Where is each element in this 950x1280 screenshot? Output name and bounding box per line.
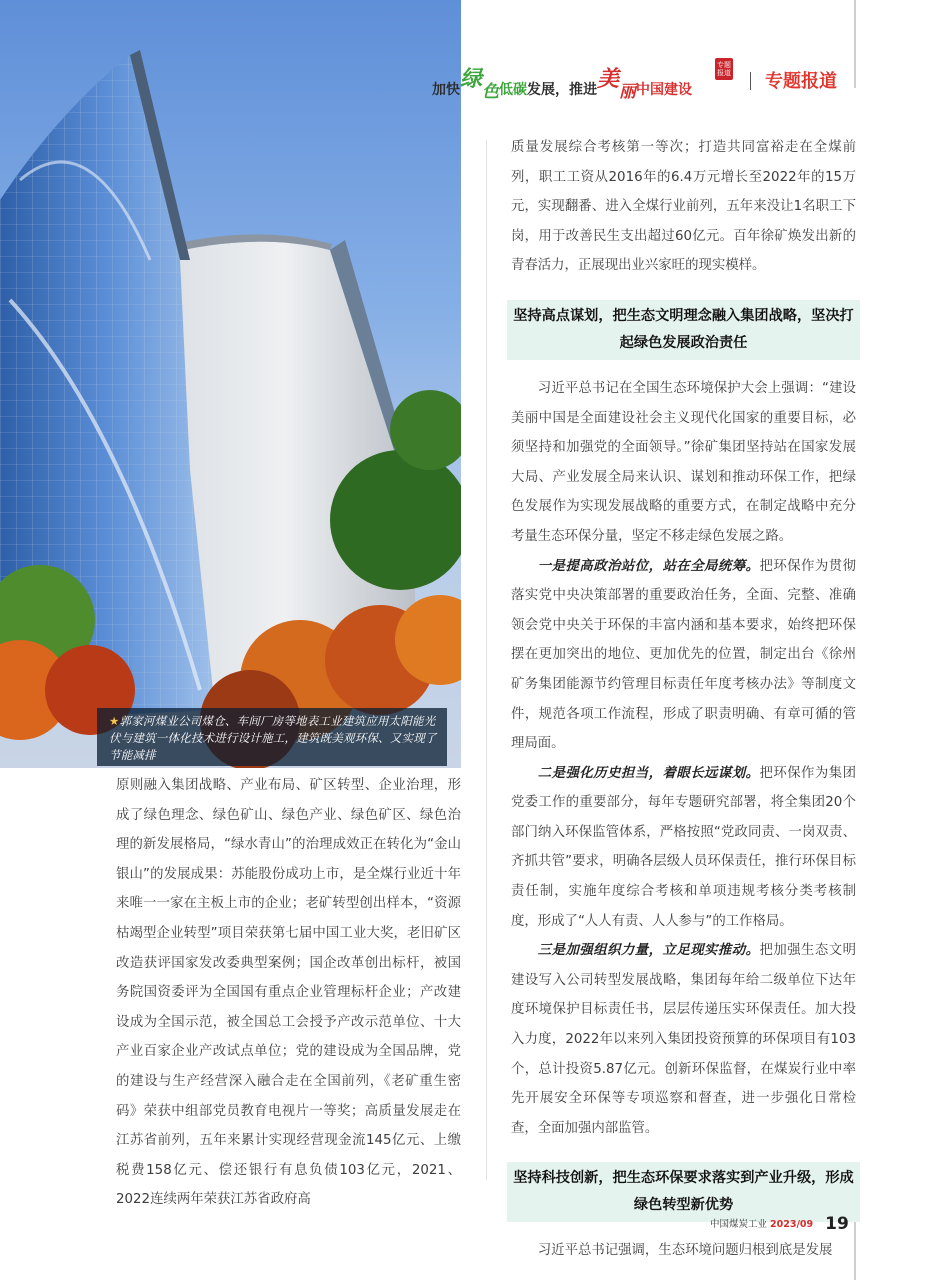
subheading-1: 坚持高点谋划，把生态文明理念融入集团战略，坚决打起绿色发展政治责任 — [507, 300, 860, 360]
right-paragraph-2-text: 把环保作为贯彻落实党中央决策部署的重要政治任务，全面、完整、准确领会党中央关于环保的丰富内涵和基本要求，始终把环保摆在更加突出的地位、更加优先的位置，制定出台《徐州矿务集团能源节约管理目标责任年度考核办法》等制度文件，规范各项工作流程，形成了职责明确、有章可循的管理局面。 — [511, 558, 857, 752]
section-title: 专题报道 — [765, 71, 837, 92]
slogan-red-1: 美 — [597, 66, 620, 92]
seal-icon: 专题报道 — [715, 58, 733, 80]
building-illustration — [0, 0, 461, 768]
right-paragraph-2 — [511, 552, 856, 759]
left-paragraph: 原则融入集团战略、产业布局、矿区转型、企业治理，形成了绿色理念、绿色矿山、绿色产业、绿色矿区、绿色治理的新发展格局，“绿水青山”的治理成效正在转化为“金山银山”的发展成果：苏能股份成功上市，是全煤行业近十年来唯一一家在主板上市的企业；老矿转型创出样本，“资源枯竭型企业转型”项目荣获第七届中国工业大奖，老旧矿区改造获评国家发改委典型案例；国企改革创出标杆，被国务院国资委评为全国国有重点企业管理标杆企业；产改建设成为全国示范，被全国总工会授予产改示范单位、十大产业百家企业产改试点单位；党的建设成为全国品牌，党的建设与生产经营深入融合走在全国前列，《老矿重生密码》荣获中组部党员教育电视片一等奖；高质量发展走在江苏省前列，五年来累计实现经营现金流145亿元、上缴税费158亿元、偿还银行有息负债103亿元，2021、2022连续两年荣获江苏省政府高 — [116, 778, 461, 1208]
right-paragraph-4-text: 把加强生态文明建设写入公司转型发展战略，集团每年给二级单位下达年度环境保护目标责任书，层层传递压实环保责任。加大投入力度，2022年以来列入集团投资预算的环保项目有103个，总计投资5.87亿元。创新环保监督，在煤炭行业中率先开展安全环保等专项巡察和督查，进一步强化日常检查，全面加强内部监管。 — [511, 943, 857, 1136]
left-column — [116, 771, 461, 1215]
caption-text: 郭家河煤业公司煤仓、车间厂房等地表工业建筑应用太阳能光伏与建筑一体化技术进行设计施工，建筑既美观环保、又实现了节能减排 — [109, 714, 437, 762]
right-paragraph-3-text: 把环保作为集团党委工作的重要部分，每年专题研究部署，将全集团20个部门纳入环保监管体系，严格按照“党政同责、一岗双责、齐抓共管”要求，明确各层级人员环保责任，推行环保目标责任制，实施年度综合考核和单项违规考核分类考核制度，形成了“人人有责、人人参与”的工作格局。 — [511, 765, 857, 929]
page-footer — [710, 1212, 849, 1232]
keyword-2: 二是强化历史担当，着眼长远谋划。 — [537, 764, 760, 781]
page-header — [432, 58, 852, 102]
slogan-green-1: 绿 — [460, 66, 483, 92]
right-paragraph-continued: 质量发展综合考核第一等次；打造共同富裕走在全煤前列，职工工资从2016年的6.4万元增长至2022年的15万元，实现翻番、进入全煤行业前列，五年来没让1名职工下岗，用于改善民生支出超过60亿元。百年徐矿焕发出新的青春活力，正展现出业兴家旺的现实模样。 — [511, 140, 856, 274]
right-paragraph-4 — [511, 936, 856, 1143]
slogan-china: 中国建设 — [636, 82, 693, 98]
issue-number: 2023/09 — [770, 1219, 814, 1230]
slogan-green-2: 色 — [482, 82, 500, 102]
keyword-3: 三是加强组织力量，立足现实推动。 — [537, 942, 760, 959]
right-column — [511, 133, 856, 1266]
caption-star-icon: ★ — [109, 714, 120, 728]
header-slogan — [432, 66, 693, 102]
slogan-prefix: 加快 — [432, 82, 460, 98]
column-divider — [486, 140, 487, 1180]
header-divider — [750, 72, 751, 90]
right-paragraph-3 — [511, 759, 856, 937]
right-paragraph-5: 习近平总书记强调，生态环境问题归根到底是发展 — [537, 1243, 833, 1259]
slogan-lowcarbon: 低碳 — [499, 82, 528, 98]
magazine-name: 中国煤炭工业 — [710, 1219, 768, 1230]
right-edge-rule-top — [854, 0, 856, 88]
slogan-red-2: 丽 — [619, 82, 637, 102]
slogan-mid: 发展，推进 — [527, 82, 598, 98]
photo-caption — [97, 708, 447, 766]
subheading-2: 坚持科技创新，把生态环保要求落实到产业升级，形成绿色转型新优势 — [507, 1162, 860, 1222]
keyword-1: 一是提高政治站位，站在全局统筹。 — [537, 557, 760, 574]
cover-photo — [0, 0, 461, 768]
page-number: 19 — [825, 1214, 849, 1234]
right-paragraph-1: 习近平总书记在全国生态环境保护大会上强调：“建设美丽中国是全面建设社会主义现代化国家的重要目标，必须坚持和加强党的全面领导。”徐矿集团坚持站在国家发展大局、产业发展全局来认识、谋划和推动环保工作，把绿色发展作为实现发展战略的重要方式，在制定战略中充分考量生态环保分量，坚定不移走绿色发展之路。 — [511, 380, 856, 544]
